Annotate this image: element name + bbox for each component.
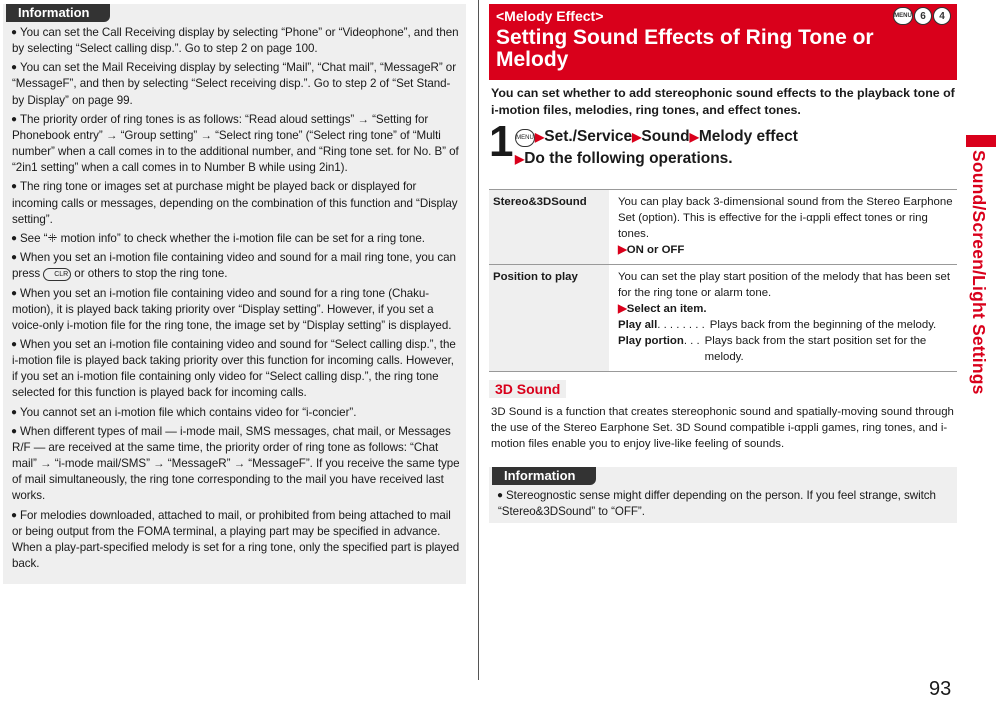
key-4-icon: 4 <box>933 7 951 25</box>
bullet-icon: ● <box>11 339 17 350</box>
bullet-icon: ● <box>11 425 17 437</box>
step-1 <box>489 117 957 175</box>
section-paragraph: 3D Sound is a function that creates stereophonic sound and spatially-moving sound through the use of the Stereo Earphone Set. 3D Sound compatible i-αppli games, ring tones, and i-motion files enable you to enjoy live-like feeling of sounds. <box>491 406 954 450</box>
information-panel <box>3 4 466 584</box>
chapter-tab <box>966 135 996 147</box>
bullet-icon: ● <box>11 509 17 521</box>
bullet-icon: ● <box>11 27 17 38</box>
option-description: You can play back 3-dimensional sound from the Stereo Earphone Set (option). This is effective for the i-αppli effect tones or ring tones. ▶ON or OFF <box>618 196 953 256</box>
menu-button-icon: MENU <box>515 129 535 147</box>
sub-option: Play portion . . . Plays back from the start position set for the melody. <box>618 335 927 363</box>
information-label: Information <box>6 4 110 22</box>
step-instructions: MENU▶Set./Service▶Sound▶Melody effect ▶Do the following operations. <box>515 128 798 167</box>
bullet-icon: ● <box>11 62 17 74</box>
section-heading: 3D Sound <box>489 380 566 398</box>
section-header <box>489 4 957 80</box>
bullet-icon: ● <box>497 490 503 501</box>
header-subtitle: <Melody Effect> <box>496 8 604 24</box>
intro-text: You can set whether to add stereophonic sound effects to the playback tone of i-motion files, melodies, ring tones, and effect tones. <box>491 86 955 117</box>
information-label: Information <box>492 467 596 485</box>
list-item: ● The priority order of ring tones is as follows: “Read aloud settings” → “Setting for Phonebook entry” → “Group setting” → “Select ring tone” (“Select ring tone” of “Multi number” when a call comes in to the additional number, and “Ring tone set. for No. B” of “2in1 setting” when a call comes in to Number B while using 2in1). <box>11 112 459 175</box>
information-box <box>489 467 957 523</box>
list-item: ● When you set an i-motion file containing video and sound for a mail ring tone, you can press CLR or others to stop the ring tone. <box>11 251 456 281</box>
shortcut-keys <box>893 7 951 25</box>
information-list <box>3 25 466 572</box>
option-description: You can set the play start position of the melody that has been set for the ring tone or alarm tone. ▶Select an item. Play all . . . . . . . . Plays back from the beginning of the melody. Play portion . . . Plays back from the start position set for the melody. <box>609 265 957 372</box>
list-item: ● Stereognostic sense might differ depending on the person. If you feel strange, switch “Stereo&3DSound” to “OFF”. <box>497 489 936 519</box>
list-item: ● The ring tone or images set at purchase might be played back or displayed for incoming calls or messages, depending on the combination of this function and “Display setting”. <box>11 180 458 226</box>
clr-key-icon: CLR <box>43 268 71 281</box>
bullet-icon: ● <box>11 232 17 244</box>
bullet-icon: ● <box>11 406 17 418</box>
list-item: ● You can set the Call Receiving display by selecting “Phone” or “Videophone”, and then by selecting “Select calling disp.”. Go to step 2 on page 100. <box>11 26 459 56</box>
bullet-icon: ● <box>11 252 17 264</box>
arrow-icon: ▶ <box>689 130 699 144</box>
list-item: ● For melodies downloaded, attached to mail, or prohibited from being attached to mail or being output from the FOMA terminal, a playing part may be specified in advance. When a play-part-specified melody is set for a ring tone, only the specified part is played back. <box>11 508 460 570</box>
key-6-icon: 6 <box>914 7 932 25</box>
arrow-icon: ▶ <box>515 152 525 166</box>
column-divider <box>478 0 479 680</box>
bullet-icon: ● <box>11 113 17 125</box>
sub-option: Play all . . . . . . . . Plays back from the beginning of the melody. <box>618 319 937 331</box>
menu-key-icon: MENU <box>893 7 913 25</box>
list-item: ● You cannot set an i-motion file which contains video for “i-concier”. <box>12 405 462 421</box>
list-item: ● See “ꔰ motion info” to check whether the i-motion file can be set for a ring tone. <box>12 231 462 247</box>
arrow-icon: ▶ <box>632 130 642 144</box>
table-row <box>489 190 957 265</box>
chapter-title: Sound/Screen/Light Settings <box>969 150 989 395</box>
list-item: ● When you set an i-motion file containing video and sound for “Select calling disp.”, the i-motion file is played back taking priority over this function for incoming calls. However, if you set an i-motion file containing only video for “Select calling disp.”, the ring tone selected for this function is played back for incoming calls. <box>11 338 456 400</box>
option-name: Position to play <box>489 265 609 372</box>
arrow-icon: ▶ <box>618 303 627 315</box>
step-number: 1 <box>489 117 514 166</box>
option-name: Stereo&3DSound <box>489 190 609 265</box>
options-table <box>489 189 957 372</box>
arrow-icon: ▶ <box>618 244 627 256</box>
list-item: ● When different types of mail — i-mode mail, SMS messages, chat mail, or Messages R/F — are received at the same time, the priority order of ring tone as follows: “Chat mail” → “i-mode mail/SMS” → “MessageR” → “MessageF”. If you receive the same type of mail simultaneously, the ring tone corresponding to the mail you have received last works. <box>11 424 460 503</box>
list-item: ● You can set the Mail Receiving display by selecting “Mail”, “Chat mail”, “MessageR” or “MessageF”, and then by selecting “Select receiving disp.”. Go to step 2 of “Set Stand-by Display” on page 99. <box>11 61 457 107</box>
melody-effect-section <box>489 4 957 523</box>
page-number: 93 <box>929 678 952 700</box>
arrow-icon: ▶ <box>535 130 545 144</box>
page-title: Setting Sound Effects of Ring Tone or Melody <box>496 26 874 71</box>
list-item: ● When you set an i-motion file containing video and sound for a ring tone (Chaku-motion), it is played back taking priority over “Display setting”. However, if you set a voice-only i-motion file for the ring tone, the image set by “Display setting” is displayed. <box>11 286 452 332</box>
bullet-icon: ● <box>11 287 17 299</box>
bullet-icon: ● <box>11 181 17 193</box>
motion-info-icon: ꔰ <box>47 231 58 245</box>
table-row <box>489 265 957 372</box>
